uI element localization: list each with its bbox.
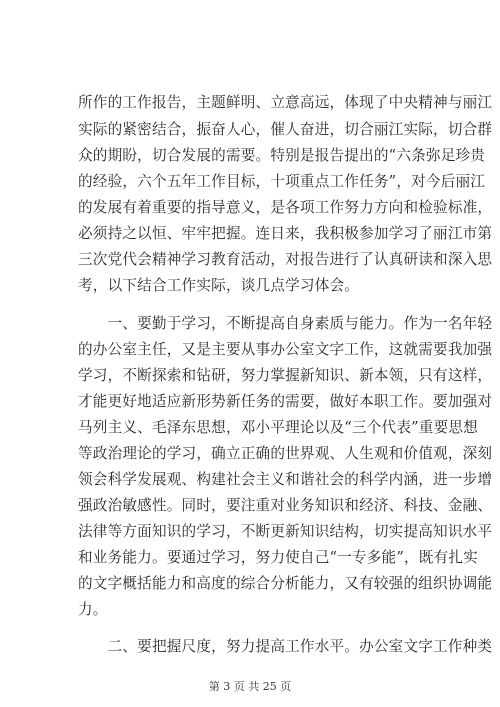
text-line: 所作的工作报告，主题鲜明、立意高远，体现了中央精神与丽江 — [78, 94, 493, 111]
text-line: 的文字概括能力和高度的综合分析能力，又有较强的组织协调能 — [78, 575, 493, 592]
text-line: 力。 — [78, 601, 108, 618]
text-line: 等政治理论的学习，确立正确的世界观、人生观和价值观，深刻 — [78, 445, 493, 462]
text-line: 的发展有着重要的指导意义，是各项工作努力方向和检验标准， — [78, 199, 493, 216]
text-line: 的办公室主任，又是主要从事办公室文字工作，这就需要我加强 — [78, 341, 493, 358]
text-line: 领会科学发展观、构建社会主义和谐社会的科学内涵，进一步增 — [78, 471, 493, 488]
text-line: 必须持之以恒、牢牢把握。连日来，我积极参加学习了丽江市第 — [78, 225, 493, 242]
text-line: 马列主义、毛泽东思想，邓小平理论以及“三个代表”重要思想 — [78, 419, 478, 436]
page-footer: 第 3 页 共 25 页 — [208, 680, 292, 693]
text-line: 三次党代会精神学习教育活动，对报告进行了认真研读和深入思 — [78, 251, 493, 268]
text-line: 一、要勤于学习，不断提高自身素质与能力。作为一名年轻 — [78, 315, 493, 332]
text-line: 和业务能力。要通过学习，努力使自己“一专多能”，既有扎实 — [78, 549, 478, 566]
text-line: 法律等方面知识的学习，不断更新知识结构，切实提高知识水平 — [78, 523, 493, 540]
text-line: 学习，不断探索和钻研，努力掌握新知识、新本领，只有这样， — [78, 367, 493, 384]
text-line: 众的期盼，切合发展的需要。特别是报告提出的“六条弥足珍贵 — [78, 147, 486, 164]
text-line: 才能更好地适应新形势新任务的需要，做好本职工作。要加强对 — [78, 393, 493, 410]
text-line: 二、要把握尺度，努力提高工作水平。办公室文字工作种类 — [78, 638, 493, 655]
text-line: 考，以下结合工作实际，谈几点学习体会。 — [78, 277, 360, 294]
text-line: 实际的紧密结合，振奋人心，催人奋进，切合丽江实际，切合群 — [78, 121, 493, 138]
text-line: 的经验，六个五年工作目标，十项重点工作任务”，对今后丽江 — [78, 173, 486, 190]
text-line: 强政治敏感性。同时，要注重对业务知识和经济、科技、金融、 — [78, 497, 493, 514]
